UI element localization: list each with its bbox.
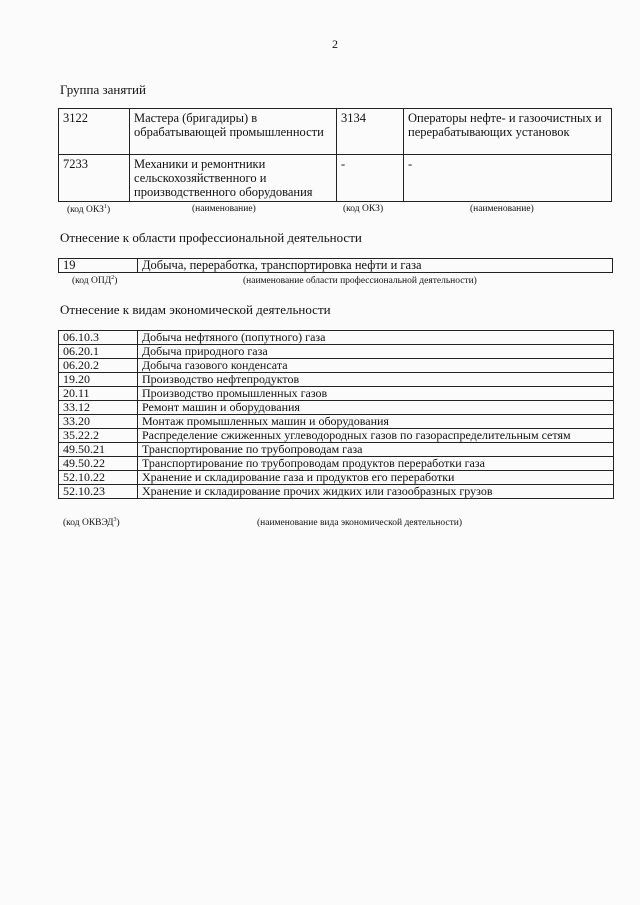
okved-code-cell: 06.20.1 (59, 345, 138, 359)
okved-name-cell: Хранение и складирование газа и продуктов его переработки (138, 471, 614, 485)
table-row (59, 331, 614, 345)
okved-name-caption: (наименование вида экономической деятельности) (257, 518, 462, 528)
okved-code-cell: 52.10.23 (59, 485, 138, 499)
okved-name-cell: Производство нефтепродуктов (138, 373, 614, 387)
occupations-heading: Группа занятий (60, 82, 146, 97)
okz-name-caption: (наименование) (192, 204, 256, 214)
okz-name-cell: Механики и ремонтники сельскохозяйственного и производственного оборудования (130, 155, 337, 202)
page-number: 2 (332, 37, 338, 51)
table-row (59, 401, 614, 415)
okved-code-cell: 49.50.22 (59, 457, 138, 471)
opd-name-caption: (наименование области профессиональной деятельности) (243, 276, 477, 286)
table-row (59, 387, 614, 401)
okz-code-caption: (код ОКЗ$^1$) (67, 204, 111, 216)
okved-name-cell: Транспортирование по трубопроводам продуктов переработки газа (138, 457, 614, 471)
table-row (59, 373, 614, 387)
okved-code-cell: 49.50.21 (59, 443, 138, 457)
okved-code-caption: (код ОКВЭД$^3$) (63, 517, 120, 529)
okz-name-caption-2: (наименование) (470, 204, 534, 214)
table-row (59, 443, 614, 457)
okved-name-cell: Добыча газового конденсата (138, 359, 614, 373)
okved-code-cell: 06.20.2 (59, 359, 138, 373)
okved-code-cell: 33.20 (59, 415, 138, 429)
okz-name-cell: - (404, 155, 612, 202)
okved-code-cell: 20.11 (59, 387, 138, 401)
professional-area-table (58, 258, 613, 273)
table-row (59, 471, 614, 485)
okved-code-cell: 19.20 (59, 373, 138, 387)
okved-code-cell: 52.10.22 (59, 471, 138, 485)
table-row (59, 109, 612, 155)
okved-name-cell: Ремонт машин и оборудования (138, 401, 614, 415)
opd-code-caption: (код ОПД$^2$) (72, 275, 118, 287)
okved-name-cell: Добыча природного газа (138, 345, 614, 359)
table-row (59, 155, 612, 202)
okved-code-cell: 33.12 (59, 401, 138, 415)
opd-name-cell: Добыча, переработка, транспортировка нефти и газа (138, 259, 613, 273)
table-row (59, 457, 614, 471)
okz-code-cell: - (337, 155, 404, 202)
okved-name-cell: Производство промышленных газов (138, 387, 614, 401)
table-row (59, 429, 614, 443)
okved-name-cell: Добыча нефтяного (попутного) газа (138, 331, 614, 345)
okved-name-cell: Транспортирование по трубопроводам газа (138, 443, 614, 457)
okz-code-cell: 3122 (59, 109, 130, 155)
okved-name-cell: Распределение сжиженных углеводородных газов по газораспределительным сетям (138, 429, 614, 443)
opd-code-cell: 19 (59, 259, 138, 273)
okved-code-cell: 06.10.3 (59, 331, 138, 345)
okz-name-cell: Мастера (бригадиры) в обрабатывающей промышленности (130, 109, 337, 155)
table-row (59, 415, 614, 429)
okved-code-cell: 35.22.2 (59, 429, 138, 443)
table-row (59, 485, 614, 499)
table-row (59, 259, 613, 273)
economic-activities-table (58, 330, 614, 499)
professional-area-heading: Отнесение к области профессиональной деятельности (60, 230, 362, 245)
table-row (59, 359, 614, 373)
okved-name-cell: Монтаж промышленных машин и оборудования (138, 415, 614, 429)
okved-name-cell: Хранение и складирование прочих жидких или газообразных грузов (138, 485, 614, 499)
okz-code-cell: 7233 (59, 155, 130, 202)
economic-activities-heading: Отнесение к видам экономической деятельности (60, 302, 331, 317)
okz-code-cell: 3134 (337, 109, 404, 155)
okz-code-caption-2: (код ОКЗ) (343, 204, 384, 214)
table-row (59, 345, 614, 359)
okz-name-cell: Операторы нефте- и газоочистных и перерабатывающих установок (404, 109, 612, 155)
occupations-table (58, 108, 612, 202)
